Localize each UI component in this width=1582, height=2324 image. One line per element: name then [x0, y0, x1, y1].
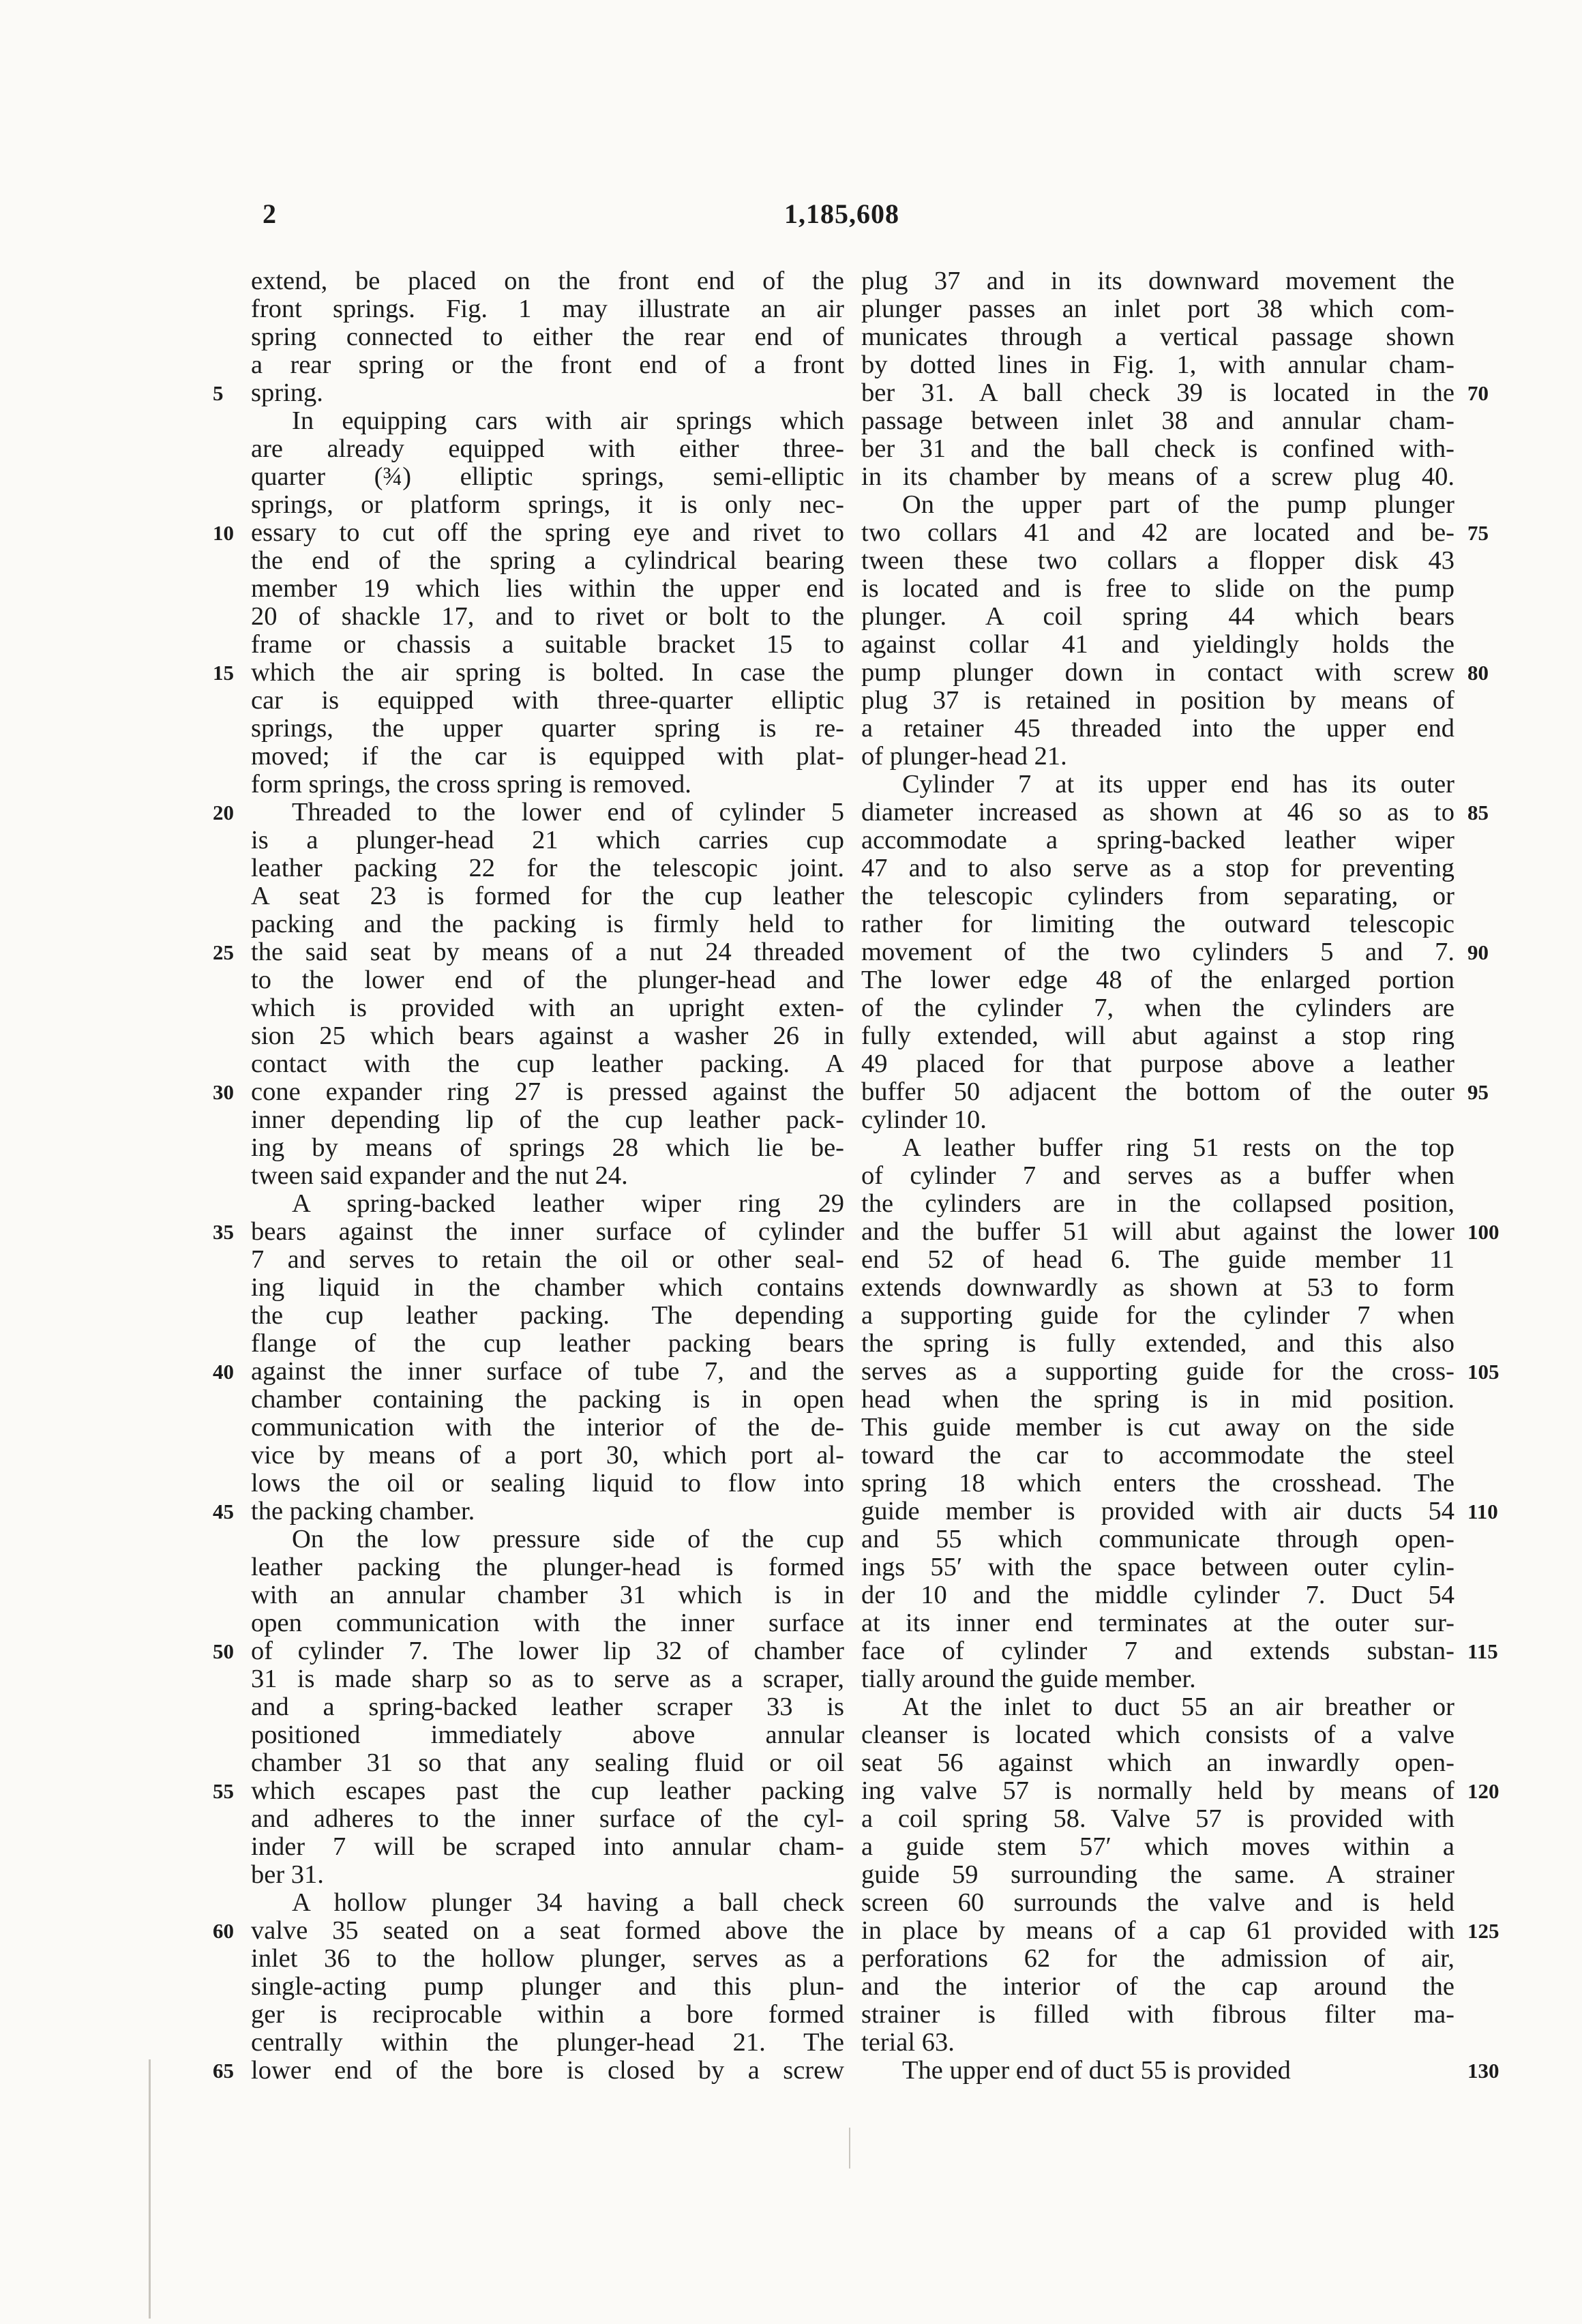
text-line: is located and is free to slide on the pump	[861, 574, 1454, 603]
text-line: ber 31 and the ball check is confined with-	[861, 434, 1454, 463]
text-line: der 10 and the middle cylinder 7. Duct 54	[861, 1581, 1454, 1609]
text-line: to the lower end of the plunger-head and	[251, 966, 844, 994]
text-line: cone expander ring 27 is pressed against the	[251, 1077, 844, 1106]
text-line: plug 37 and in its downward movement the	[861, 267, 1454, 295]
text-line: a coil spring 58. Valve 57 is provided with	[861, 1804, 1454, 1833]
line-number: 80	[1467, 661, 1489, 685]
text-line: of plunger-head 21.	[861, 742, 1067, 771]
text-line: 7 and serves to retain the oil or other seal-	[251, 1245, 844, 1274]
text-line: and adheres to the inner surface of the cyl-	[251, 1804, 844, 1833]
text-line: communication with the interior of the de-	[251, 1413, 844, 1442]
text-line: the spring is fully extended, and this also	[861, 1329, 1454, 1358]
text-line: A leather buffer ring 51 rests on the top	[902, 1133, 1454, 1162]
line-number: 110	[1467, 1500, 1498, 1523]
text-line: tially around the guide member.	[861, 1665, 1196, 1693]
line-number: 45	[213, 1500, 234, 1523]
line-number: 130	[1467, 2059, 1499, 2083]
text-line: and a spring-backed leather scraper 33 is	[251, 1693, 844, 1721]
text-line: plunger passes an inlet port 38 which com-	[861, 295, 1454, 323]
text-line: open communication with the inner surface	[251, 1609, 844, 1637]
text-line: cylinder 10.	[861, 1105, 987, 1134]
text-line: a retainer 45 threaded into the upper end	[861, 714, 1454, 743]
text-line: sion 25 which bears against a washer 26 in	[251, 1022, 844, 1050]
text-line: spring.	[251, 378, 323, 407]
text-line: a supporting guide for the cylinder 7 when	[861, 1301, 1454, 1330]
text-line: chamber containing the packing is in open	[251, 1385, 844, 1414]
text-line: diameter increased as shown at 46 so as to	[861, 798, 1454, 826]
text-line: is a plunger-head 21 which carries cup	[251, 826, 844, 854]
text-line: 47 and to also serve as a stop for preventing	[861, 854, 1454, 882]
line-number: 40	[213, 1360, 234, 1384]
text-line: chamber 31 so that any sealing fluid or oil	[251, 1748, 844, 1777]
text-line: and the interior of the cap around the	[861, 1972, 1454, 2001]
line-number: 60	[213, 1919, 234, 1943]
text-line: the cup leather packing. The depending	[251, 1301, 844, 1330]
text-line: Cylinder 7 at its upper end has its outer	[902, 770, 1454, 799]
text-line: with an annular chamber 31 which is in	[251, 1581, 844, 1609]
text-line: against collar 41 and yieldingly holds the	[861, 630, 1454, 659]
text-line: at its inner end terminates at the outer sur-	[861, 1609, 1454, 1637]
text-line: flange of the cup leather packing bears	[251, 1329, 844, 1358]
left-column	[251, 267, 844, 2085]
text-line: centrally within the plunger-head 21. The	[251, 2028, 844, 2057]
text-line: fully extended, will abut against a stop ring	[861, 1022, 1454, 1050]
text-line: 20 of shackle 17, and to rivet or bolt to the	[251, 602, 844, 631]
text-line: terial 63.	[861, 2028, 955, 2057]
line-number: 10	[213, 521, 234, 545]
text-line: single-acting pump plunger and this plun-	[251, 1972, 844, 2001]
text-line: leather packing 22 for the telescopic joint.	[251, 854, 844, 882]
text-line: The lower edge 48 of the enlarged portion	[861, 966, 1454, 994]
text-line: seat 56 against which an inwardly open-	[861, 1748, 1454, 1777]
text-line: springs, the upper quarter spring is re-	[251, 714, 844, 743]
text-line: the end of the spring a cylindrical bearing	[251, 546, 844, 575]
text-line: A seat 23 is formed for the cup leather	[251, 882, 844, 910]
text-line: Threaded to the lower end of cylinder 5	[292, 798, 844, 826]
line-number: 85	[1467, 801, 1489, 824]
text-line: and 55 which communicate through open-	[861, 1525, 1454, 1553]
text-line: This guide member is cut away on the side	[861, 1413, 1454, 1442]
text-line: lows the oil or sealing liquid to flow into	[251, 1469, 844, 1498]
page-number: 2	[263, 198, 277, 229]
text-line: On the upper part of the pump plunger	[902, 490, 1454, 519]
text-line: plug 37 is retained in position by means of	[861, 686, 1454, 715]
text-line: and the buffer 51 will abut against the lower	[861, 1217, 1454, 1246]
line-number: 70	[1467, 381, 1489, 405]
text-line: of the cylinder 7, when the cylinders are	[861, 994, 1454, 1022]
text-line: positioned immediately above annular	[251, 1720, 844, 1749]
line-number: 35	[213, 1220, 234, 1244]
text-line: springs, or platform springs, it is only nec-	[251, 490, 844, 519]
text-line: a rear spring or the front end of a front	[251, 351, 844, 379]
text-line: strainer is filled with fibrous filter ma-	[861, 2000, 1454, 2029]
line-number: 100	[1467, 1220, 1499, 1244]
text-line: moved; if the car is equipped with plat-	[251, 742, 844, 771]
text-line: perforations 62 for the admission of air,	[861, 1944, 1454, 1973]
line-number: 20	[213, 801, 234, 824]
text-line: 49 placed for that purpose above a leather	[861, 1049, 1454, 1078]
line-number: 55	[213, 1779, 234, 1803]
text-line: movement of the two cylinders 5 and 7.	[861, 938, 1454, 966]
text-line: spring 18 which enters the crosshead. The	[861, 1469, 1454, 1498]
scan-margin-mark	[149, 2059, 151, 2319]
line-number: 125	[1467, 1919, 1499, 1943]
text-line: At the inlet to duct 55 an air breather or	[902, 1693, 1454, 1721]
text-line: tween said expander and the nut 24.	[251, 1161, 628, 1190]
text-line: head when the spring is in mid position.	[861, 1385, 1454, 1414]
text-line: in place by means of a cap 61 provided with	[861, 1916, 1454, 1945]
text-line: lower end of the bore is closed by a screw	[251, 2056, 844, 2085]
line-number: 30	[213, 1080, 234, 1104]
text-line: member 19 which lies within the upper end	[251, 574, 844, 603]
text-line: the telescopic cylinders from separating, or	[861, 882, 1454, 910]
text-line: municates through a vertical passage shown	[861, 323, 1454, 351]
text-line: cleanser is located which consists of a valve	[861, 1720, 1454, 1749]
text-line: vice by means of a port 30, which port al-	[251, 1441, 844, 1470]
text-line: valve 35 seated on a seat formed above the	[251, 1916, 844, 1945]
text-line: passage between inlet 38 and annular cham-	[861, 406, 1454, 435]
line-number: 50	[213, 1639, 234, 1663]
text-line: ger is reciprocable within a bore formed	[251, 2000, 844, 2029]
line-number: 90	[1467, 940, 1489, 964]
text-line: 31 is made sharp so as to serve as a scraper,	[251, 1665, 844, 1693]
line-number: 5	[213, 381, 224, 405]
patent-number: 1,185,608	[784, 198, 899, 229]
text-line: bears against the inner surface of cylinder	[251, 1217, 844, 1246]
text-line: tween these two collars a flopper disk 43	[861, 546, 1454, 575]
text-line: of cylinder 7. The lower lip 32 of chamber	[251, 1637, 844, 1665]
scan-margin-mark	[849, 2128, 850, 2169]
text-line: packing and the packing is firmly held to	[251, 910, 844, 938]
text-line: screen 60 surrounds the valve and is held	[861, 1888, 1454, 1917]
text-line: ber 31.	[251, 1860, 324, 1889]
text-line: toward the car to accommodate the steel	[861, 1441, 1454, 1470]
line-number: 15	[213, 661, 234, 685]
text-line: ing valve 57 is normally held by means of	[861, 1776, 1454, 1805]
text-line: ber 31. A ball check 39 is located in the	[861, 378, 1454, 407]
text-line: extends downwardly as shown at 53 to form	[861, 1273, 1454, 1302]
text-line: rather for limiting the outward telescopic	[861, 910, 1454, 938]
text-line: The upper end of duct 55 is provided	[902, 2056, 1291, 2085]
text-line: which the air spring is bolted. In case the	[251, 658, 844, 687]
text-line: ing liquid in the chamber which contains	[251, 1273, 844, 1302]
text-line: inlet 36 to the hollow plunger, serves as a	[251, 1944, 844, 1973]
text-line: A hollow plunger 34 having a ball check	[292, 1888, 844, 1917]
line-number: 75	[1467, 521, 1489, 545]
text-line: end 52 of head 6. The guide member 11	[861, 1245, 1454, 1274]
text-line: which escapes past the cup leather packing	[251, 1776, 844, 1805]
text-line: serves as a supporting guide for the cross-	[861, 1357, 1454, 1386]
line-number: 25	[213, 940, 234, 964]
text-line: are already equipped with either three-	[251, 434, 844, 463]
line-number: 95	[1467, 1080, 1489, 1104]
text-line: frame or chassis a suitable bracket 15 to	[251, 630, 844, 659]
text-line: buffer 50 adjacent the bottom of the outer	[861, 1077, 1454, 1106]
text-line: essary to cut off the spring eye and rivet to	[251, 518, 844, 547]
text-line: by dotted lines in Fig. 1, with annular cham-	[861, 351, 1454, 379]
text-line: two collars 41 and 42 are located and be-	[861, 518, 1454, 547]
text-line: face of cylinder 7 and extends substan-	[861, 1637, 1454, 1665]
text-line: ing by means of springs 28 which lie be-	[251, 1133, 844, 1162]
right-column	[861, 267, 1454, 2085]
line-number: 120	[1467, 1779, 1499, 1803]
text-line: In equipping cars with air springs which	[292, 406, 844, 435]
text-line: the cylinders are in the collapsed position,	[861, 1189, 1454, 1218]
text-line: spring connected to either the rear end of	[251, 323, 844, 351]
text-line: A spring-backed leather wiper ring 29	[292, 1189, 844, 1218]
text-line: guide 59 surrounding the same. A strainer	[861, 1860, 1454, 1889]
text-line: leather packing the plunger-head is formed	[251, 1553, 844, 1581]
text-line: quarter (¾) elliptic springs, semi-elliptic	[251, 462, 844, 491]
text-line: ings 55′ with the space between outer cylin-	[861, 1553, 1454, 1581]
text-line: plunger. A coil spring 44 which bears	[861, 602, 1454, 631]
text-line: of cylinder 7 and serves as a buffer when	[861, 1161, 1454, 1190]
text-line: guide member is provided with air ducts 54	[861, 1497, 1454, 1525]
text-line: form springs, the cross spring is removed.	[251, 770, 691, 799]
text-line: On the low pressure side of the cup	[292, 1525, 844, 1553]
text-line: inner depending lip of the cup leather pack-	[251, 1105, 844, 1134]
text-line: contact with the cup leather packing. A	[251, 1049, 844, 1078]
line-number: 105	[1467, 1360, 1499, 1384]
text-line: extend, be placed on the front end of the	[251, 267, 844, 295]
text-line: pump plunger down in contact with screw	[861, 658, 1454, 687]
line-number: 65	[213, 2059, 234, 2083]
text-line: the packing chamber.	[251, 1497, 475, 1525]
text-line: a guide stem 57′ which moves within a	[861, 1832, 1454, 1861]
text-line: front springs. Fig. 1 may illustrate an air	[251, 295, 844, 323]
text-line: against the inner surface of tube 7, and the	[251, 1357, 844, 1386]
line-number: 115	[1467, 1639, 1498, 1663]
text-line: the said seat by means of a nut 24 threaded	[251, 938, 844, 966]
text-line: accommodate a spring-backed leather wiper	[861, 826, 1454, 854]
text-line: car is equipped with three-quarter elliptic	[251, 686, 844, 715]
text-line: in its chamber by means of a screw plug 40.	[861, 462, 1454, 491]
text-line: inder 7 will be scraped into annular cham-	[251, 1832, 844, 1861]
text-line: which is provided with an upright exten-	[251, 994, 844, 1022]
